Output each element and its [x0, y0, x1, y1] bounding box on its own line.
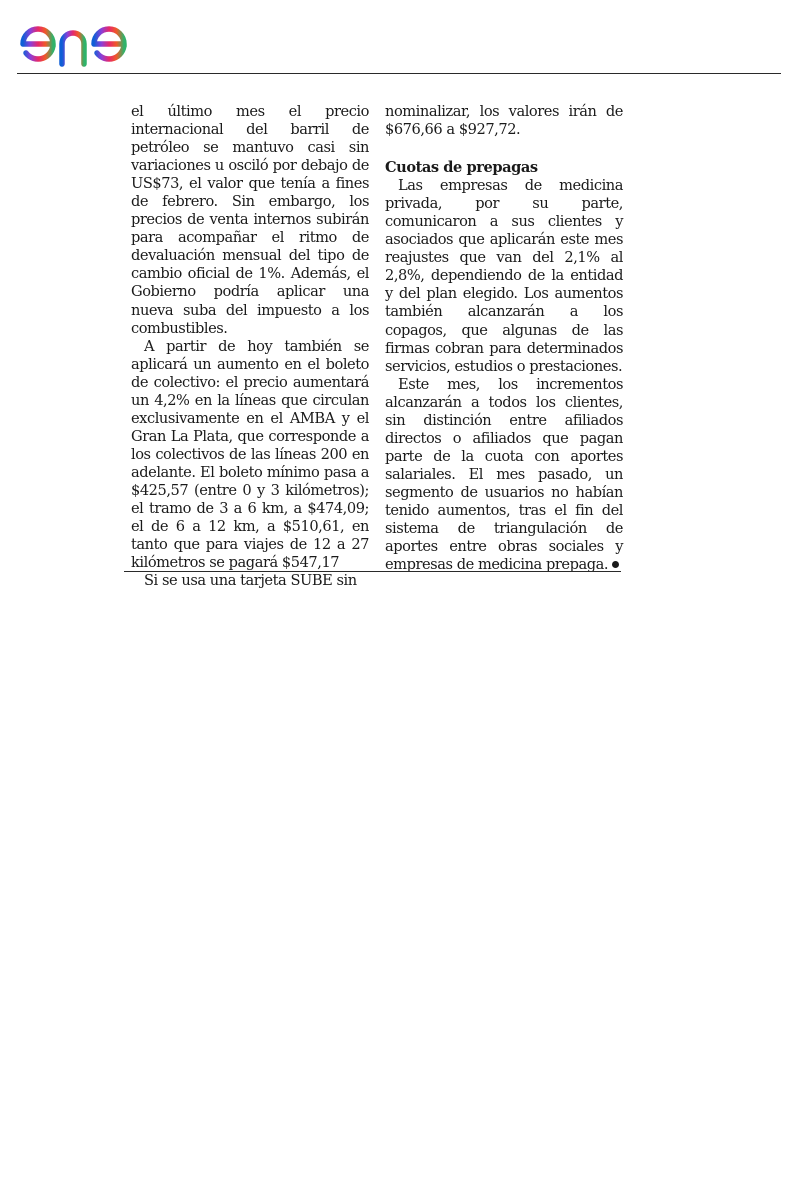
article-right-column [385, 103, 623, 574]
article-paragraph: Las empresas de medicina privada, por su parte, comunicaron a sus clientes y asociados que aplicarán este mes reajustes que van del 2,1% al 2,8%, dependiendo de la entidad y del plan elegido. Los aumentos también alcanzarán a los copagos, que algunas de las firmas cobran para determinados servicios, estudios o prestaciones. [385, 177, 623, 375]
article-paragraph: el último mes el precio internacional del barril de petróleo se mantuvo casi sin variaciones u osciló por debajo de US$73, el valor que tenía a fines de febrero. Sin embargo, los precios de venta internos subirán para acompañar el ritmo de devaluación mensual del tipo de cambio oficial de 1%. Además, el Gobierno podría aplicar una nueva suba del impuesto a los combustibles. [131, 103, 369, 337]
enel-logo [17, 6, 177, 68]
article-paragraph: Si se usa una tarjeta SUBE sin [144, 572, 357, 590]
section-heading: Cuotas de prepagas [385, 159, 538, 177]
article-paragraph-text: Este mes, los incrementos alcanzarán a todos los clientes, sin distinción entre afiliados directos o afiliados que pagan parte de la cuota con aportes salariales. El mes pasado, un segmento de usuarios no habían tenido aumentos, tras el fin del sistema de triangulación de aportes entre obras sociales y empresas de medicina prepaga. [385, 375, 623, 574]
footer-divider [124, 571, 621, 572]
article-paragraph: A partir de hoy también se aplicará un aumento en el boleto de colectivo: el precio aumentará un 4,2% en la líneas que circulan exclusivamente en el AMBA y el Gran La Plata, que corresponde a los colectivos de las líneas 200 en adelante. El boleto mínimo pasa a $425,57 (entre 0 y 3 kilómetros); el tramo de 3 a 6 km, a $474,09; el de 6 a 12 km, a $510,61, en tanto que para viajes de 12 a 27 kilómetros se pagará $547,17 [131, 337, 369, 572]
article-paragraph-final [385, 376, 623, 575]
header-divider [17, 73, 781, 74]
article-paragraph: nominalizar, los valores irán de $676,66 a $927,72. [385, 103, 623, 139]
end-of-article-bullet-icon [612, 561, 619, 568]
article-left-column [131, 103, 369, 590]
